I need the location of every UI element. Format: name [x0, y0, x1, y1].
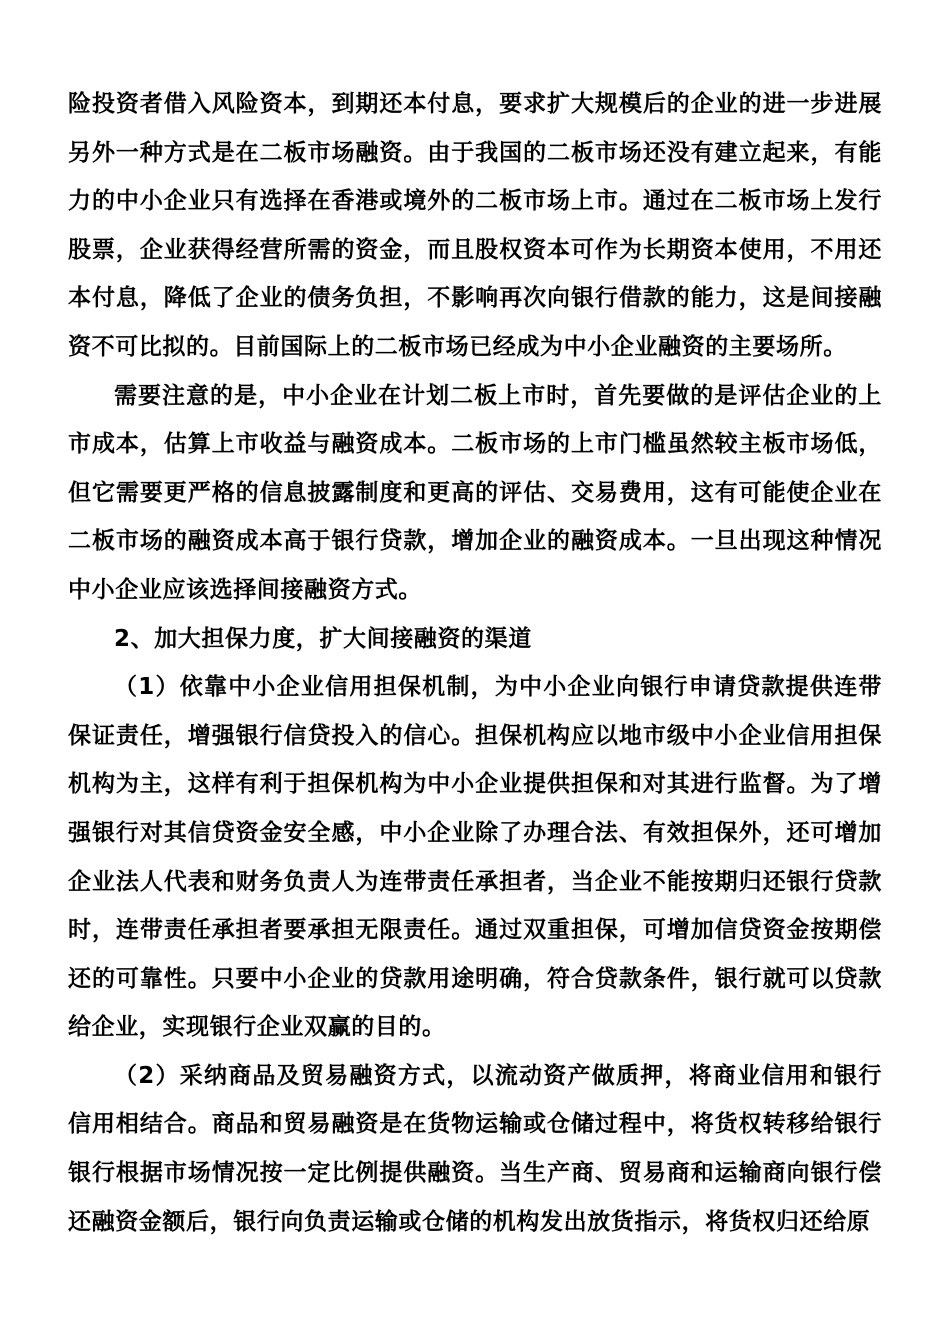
document-page — [68, 80, 882, 1246]
paragraph-credit-guarantee: （1）依靠中小企业信用担保机制，为中小企业向银行申请贷款提供连带保证责任，增强银行信贷投入的信心。担保机构应以地市级中小企业信用担保机构为主，这样有利于担保机构为中小企业提供担保和对其进行监督。为了增强银行对其信贷资金安全感，中小企业除了办理合法、有效担保外，还可增加企业法人代表和财务负责人为连带责任承担者，当企业不能按期归还银行贷款时，连带责任承担者要承担无限责任。通过双重担保，可增加信贷资金按期偿还的可靠性。只要中小企业的贷款用途明确，符合贷款条件，银行就可以贷款给企业，实现银行企业双赢的目的。 — [68, 674, 882, 1041]
paragraph-listing-cost-note: 需要注意的是，中小企业在计划二板上市时，首先要做的是评估企业的上市成本，估算上市收益与融资成本。二板市场的上市门槛虽然较主板市场低，但它需要更严格的信息披露制度和更高的评估、交易费用，这有可能使企业在二板市场的融资成本高于银行贷款，增加企业的融资成本。一旦出现这种情况中小企业应该选择间接融资方式。 — [68, 382, 882, 603]
paragraph-second-board-financing: 险投资者借入风险资本，到期还本付息，要求扩大规模后的企业的进一步进展另外一种方式是在二板市场融资。由于我国的二板市场还没有建立起来，有能力的中小企业只有选择在香港或境外的二板市场上市。通过在二板市场上发行股票，企业获得经营所需的资金，而且股权资本可作为长期资本使用，不用还本付息，降低了企业的债务负担，不影响再次向银行借款的能力，这是间接融资不可比拟的。目前国际上的二板市场已经成为中小企业融资的主要场所。 — [68, 91, 882, 360]
section-heading-guarantee: 2、加大担保力度，扩大间接融资的渠道 — [114, 625, 532, 652]
paragraph-trade-financing: （2）采纳商品及贸易融资方式，以流动资产做质押，将商业信用和银行信用相结合。商品和贸易融资是在货物运输或仓储过程中，将货权转移给银行银行根据市场情况按一定比例提供融资。当生产商、贸易商和运输商向银行偿还融资金额后，银行向负责运输或仓储的机构发出放货指示，将货权归还给原 — [68, 1062, 882, 1235]
